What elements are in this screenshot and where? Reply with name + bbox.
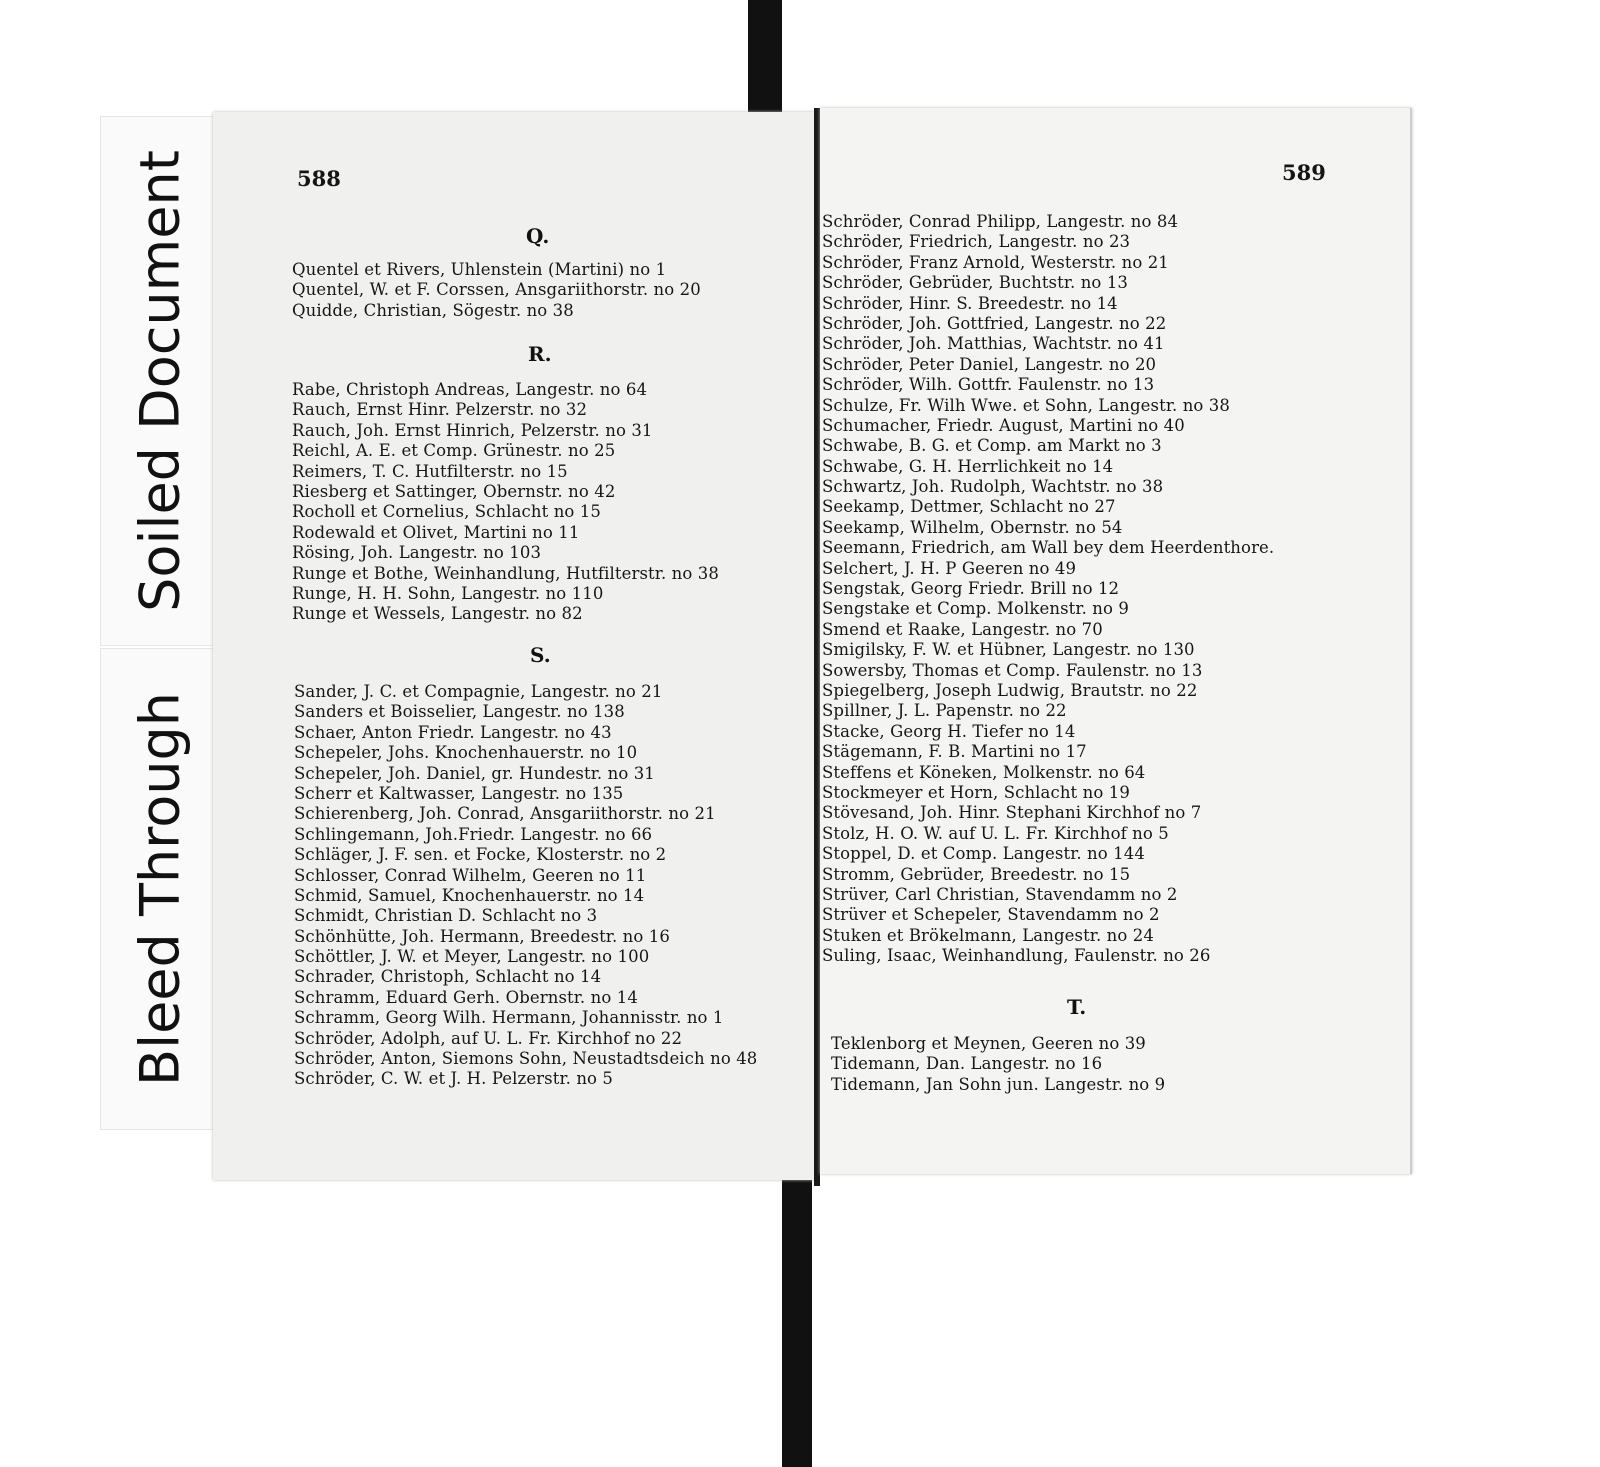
- binder-clip-top: [748, 0, 782, 118]
- list-item: Schramm, Eduard Gerh. Obernstr. no 14: [294, 987, 638, 1007]
- list-item: Teklenborg et Meynen, Geeren no 39: [831, 1034, 1146, 1053]
- list-item: Schröder, Hinr. S. Breedestr. no 14: [822, 293, 1118, 313]
- list-item: Stromm, Gebrüder, Breedestr. no 15: [822, 864, 1131, 884]
- list-item: Schläger, J. F. sen. et Focke, Klosterstr. no 2: [294, 845, 667, 865]
- list-item: Schröder, Gebrüder, Buchtstr. no 13: [822, 273, 1129, 293]
- section-letter-q: Q.: [526, 224, 550, 248]
- binder-clip-bottom: [782, 1175, 812, 1467]
- bleed-through-stamp: [100, 648, 220, 1130]
- list-item: Schwabe, G. H. Herrlichkeit no 14: [822, 456, 1114, 476]
- list-item: Rauch, Joh. Ernst Hinrich, Pelzerstr. no 31: [292, 420, 653, 440]
- list-item: Schröder, Joh. Matthias, Wachtstr. no 41: [822, 334, 1165, 354]
- list-item: Schöttler, J. W. et Meyer, Langestr. no 100: [294, 947, 650, 967]
- list-item: Schröder, Adolph, auf U. L. Fr. Kirchhof no 22: [294, 1028, 683, 1048]
- list-item: Quentel, W. et F. Corssen, Ansgariithorstr. no 20: [292, 280, 701, 300]
- list-item: Schierenberg, Joh. Conrad, Ansgariithorstr. no 21: [294, 804, 716, 824]
- list-item: Schumacher, Friedr. August, Martini no 40: [822, 415, 1185, 435]
- list-item: Schramm, Georg Wilh. Hermann, Johannisstr. no 1: [294, 1008, 724, 1028]
- list-item: Steffens et Köneken, Molkenstr. no 64: [822, 762, 1146, 782]
- page-number-left: 588: [297, 166, 341, 191]
- list-item: Schmid, Samuel, Knochenhauerstr. no 14: [294, 885, 645, 905]
- section-s-continued-list: [822, 212, 1274, 966]
- list-item: Schmidt, Christian D. Schlacht no 3: [294, 906, 598, 926]
- list-item: Rauch, Ernst Hinr. Pelzerstr. no 32: [292, 400, 588, 420]
- list-item: Schröder, Franz Arnold, Westerstr. no 21: [822, 252, 1169, 272]
- list-item: Rocholl et Cornelius, Schlacht no 15: [292, 502, 602, 522]
- list-item: Seekamp, Dettmer, Schlacht no 27: [822, 497, 1116, 517]
- section-letter-s: S.: [530, 643, 551, 667]
- list-item: Schröder, Joh. Gottfried, Langestr. no 22: [822, 313, 1167, 333]
- list-item: Rösing, Joh. Langestr. no 103: [292, 543, 542, 563]
- soiled-document-label: Soiled Document: [128, 150, 192, 612]
- list-item: Smend et Raake, Langestr. no 70: [822, 619, 1103, 639]
- list-item: Runge et Wessels, Langestr. no 82: [292, 604, 583, 624]
- bleed-through-label: Bleed Through: [128, 692, 192, 1086]
- list-item: Rodewald et Olivet, Martini no 11: [292, 522, 580, 542]
- list-item: Seemann, Friedrich, am Wall bey dem Heerdenthore.: [822, 538, 1275, 558]
- list-item: Reimers, T. C. Hutfilterstr. no 15: [292, 461, 568, 481]
- list-item: Schulze, Fr. Wilh Wwe. et Sohn, Langestr. no 38: [822, 395, 1230, 415]
- list-item: Spiegelberg, Joseph Ludwig, Brautstr. no 22: [822, 680, 1198, 700]
- list-item: Schwabe, B. G. et Comp. am Markt no 3: [822, 436, 1162, 456]
- list-item: Strüver, Carl Christian, Stavendamm no 2: [822, 884, 1178, 904]
- list-item: Schröder, Peter Daniel, Langestr. no 20: [822, 354, 1157, 374]
- list-item: Scherr et Kaltwasser, Langestr. no 135: [294, 783, 624, 803]
- section-t-list: [831, 1034, 1165, 1095]
- list-item: Stägemann, F. B. Martini no 17: [822, 742, 1087, 762]
- list-item: Schönhütte, Joh. Hermann, Breedestr. no 16: [294, 926, 670, 946]
- list-item: Schlingemann, Joh.Friedr. Langestr. no 66: [294, 824, 653, 844]
- section-letter-r: R.: [528, 342, 552, 366]
- list-item: Schlosser, Conrad Wilhelm, Geeren no 11: [294, 865, 647, 885]
- list-item: Runge et Bothe, Weinhandlung, Hutfilterstr. no 38: [292, 563, 719, 583]
- list-item: Schröder, Friedrich, Langestr. no 23: [822, 232, 1131, 252]
- list-item: Schepeler, Joh. Daniel, gr. Hundestr. no 31: [294, 763, 655, 783]
- list-item: Rabe, Christoph Andreas, Langestr. no 64: [292, 380, 648, 399]
- right-page: [820, 108, 1412, 1174]
- list-item: Schwartz, Joh. Rudolph, Wachtstr. no 38: [822, 477, 1164, 497]
- page-number-right: 589: [1282, 160, 1326, 185]
- list-item: Stuken et Brökelmann, Langestr. no 24: [822, 925, 1154, 945]
- list-item: Schaer, Anton Friedr. Langestr. no 43: [294, 722, 612, 742]
- list-item: Runge, H. H. Sohn, Langestr. no 110: [292, 583, 604, 603]
- list-item: Sanders et Boisselier, Langestr. no 138: [294, 702, 625, 722]
- list-item: Reichl, A. E. et Comp. Grünestr. no 25: [292, 441, 616, 461]
- section-s-list: [294, 682, 757, 1090]
- list-item: Tidemann, Dan. Langestr. no 16: [831, 1054, 1103, 1074]
- list-item: Seekamp, Wilhelm, Obernstr. no 54: [822, 517, 1123, 537]
- list-item: Smigilsky, F. W. et Hübner, Langestr. no 130: [822, 640, 1195, 660]
- soiled-document-stamp: [100, 116, 220, 646]
- section-letter-t: T.: [1067, 995, 1087, 1019]
- list-item: Schepeler, Johs. Knochenhauerstr. no 10: [294, 743, 638, 763]
- list-item: Stolz, H. O. W. auf U. L. Fr. Kirchhof no 5: [822, 823, 1169, 843]
- list-item: Sengstake et Comp. Molkenstr. no 9: [822, 599, 1129, 619]
- left-page: [213, 112, 815, 1180]
- list-item: Tidemann, Jan Sohn jun. Langestr. no 9: [831, 1074, 1166, 1094]
- list-item: Schrader, Christoph, Schlacht no 14: [294, 967, 602, 987]
- list-item: Stacke, Georg H. Tiefer no 14: [822, 721, 1076, 741]
- section-r-list: [292, 380, 719, 625]
- list-item: Sengstak, Georg Friedr. Brill no 12: [822, 579, 1120, 599]
- list-item: Strüver et Schepeler, Stavendamm no 2: [822, 905, 1160, 925]
- list-item: Schröder, Anton, Siemons Sohn, Neustadtsdeich no 48: [294, 1049, 758, 1069]
- list-item: Stövesand, Joh. Hinr. Stephani Kirchhof no 7: [822, 803, 1202, 823]
- list-item: Quentel et Rivers, Uhlenstein (Martini) no 1: [292, 260, 667, 279]
- section-q-list: [292, 260, 701, 321]
- list-item: Spillner, J. L. Papenstr. no 22: [822, 701, 1067, 721]
- list-item: Selchert, J. H. P Geeren no 49: [822, 558, 1077, 578]
- list-item: Suling, Isaac, Weinhandlung, Faulenstr. no 26: [822, 946, 1211, 966]
- list-item: Schröder, C. W. et J. H. Pelzerstr. no 5: [294, 1069, 614, 1089]
- list-item: Sowersby, Thomas et Comp. Faulenstr. no 13: [822, 660, 1203, 680]
- list-item: Riesberg et Sattinger, Obernstr. no 42: [292, 481, 616, 501]
- list-item: Schröder, Conrad Philipp, Langestr. no 84: [822, 212, 1179, 231]
- list-item: Stoppel, D. et Comp. Langestr. no 144: [822, 844, 1145, 864]
- list-item: Quidde, Christian, Sögestr. no 38: [292, 300, 574, 320]
- list-item: Schröder, Wilh. Gottfr. Faulenstr. no 13: [822, 375, 1155, 395]
- list-item: Sander, J. C. et Compagnie, Langestr. no 21: [294, 682, 663, 701]
- list-item: Stockmeyer et Horn, Schlacht no 19: [822, 782, 1130, 802]
